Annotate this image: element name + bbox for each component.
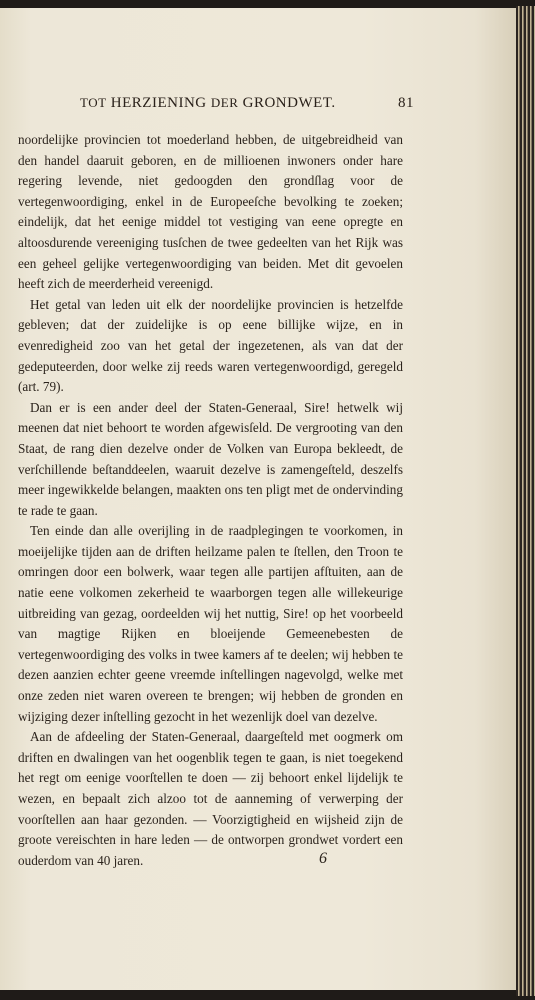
- running-header: [80, 95, 422, 112]
- paragraph: Aan de afdeeling der Staten-Generaal, daargeſteld met oogmerk om driften en dwalingen van het oogenblik tegen te gaan, is niet toegekend het regt om eenige voorſtellen te doen — zij behoort enkel lijdelijk te wezen, en bepaalt zich alzoo tot de aanneming of verwerping der voorſtellen aan haar gezonden. — Voorzigtigheid en wijsheid zijn de groote vereischten in hare leden — de ontworpen grondwet vordert een ouderdom van 40 jaren.: [18, 729, 403, 868]
- header-prefix: TOT: [80, 95, 107, 110]
- page-number: 81: [398, 95, 414, 111]
- paragraph: Dan er is een ander deel der Staten-Generaal, Sire! hetwelk wij meenen dat niet behoort te worden afgewisſeld. De vergrooting van den Staat, de rang dien dezelve onder de Volken van Europa bekleedt, de verſchillende beſtanddeelen, waaruit dezelve is zamengeſteld, deszelfs meer ingewikkelde belangen, maakten ons ten pligt met de ondervinding te rade te gaan.: [18, 399, 403, 518]
- paragraph: Het getal van leden uit elk der noordelijke provincien is hetzelfde gebleven; dat der zuidelijke is op eene billijke wijze, en in evenredigheid zoo van het getal der ingezetenen, als van dat der gedeputeerden, door welke zij reeds waren vertegenwoordigd, geregeld (art. 79).: [18, 296, 403, 395]
- text-body: [18, 130, 403, 871]
- book-page: [0, 8, 516, 990]
- paragraph: noordelijke provincien tot moederland hebben, de uitgebreidheid van den handel daaruit geboren, en de millioenen inwoners onder hare regering levende, niet gedoogden den grondſlag voor de vertegenwoordiging, enkel in de Europeeſche bevolking te zoeken; eindelijk, dat het eenige middel tot vestiging van eene opregte en altoosdurende vereeniging tusſchen de twee gedeelten van het Rijk was een geheel gelijke vertegenwoordiging van beiden. Met dit gevoelen heeft zich de meerderheid vereenigd.: [18, 132, 403, 292]
- header-connector: DER: [210, 95, 239, 110]
- paragraph: Ten einde dan alle overijling in de raadplegingen te voorkomen, in moeijelijke tijden aan de driften heilzame palen te ſtellen, den Troon te omringen door een bolwerk, waar tegen alle partijen afſtuiten, aan de natie eene volkomen zekerheid te waarborgen tegen alle willekeurige uitbreiding van gezag, oordeelden wij het nuttig, Sire! op het voorbeeld van magtige Rijken en bloeijende Gemeenebesten de vertegenwoordiging des volks in twee kamers af te deelen; wij hebben te dezen aanzien echter geene vreemde inſtellingen nagevolgd, welke met onze zeden niet waren overeen te brengen; wij hebben de gronden en wijziging dezer inſtelling gezocht in het wezenlijk doel van dezelve.: [18, 523, 403, 724]
- signature-mark: 6: [319, 850, 327, 867]
- header-title: HERZIENING: [110, 95, 207, 111]
- header-subject: GRONDWET.: [242, 95, 336, 111]
- page-edges: [516, 6, 535, 996]
